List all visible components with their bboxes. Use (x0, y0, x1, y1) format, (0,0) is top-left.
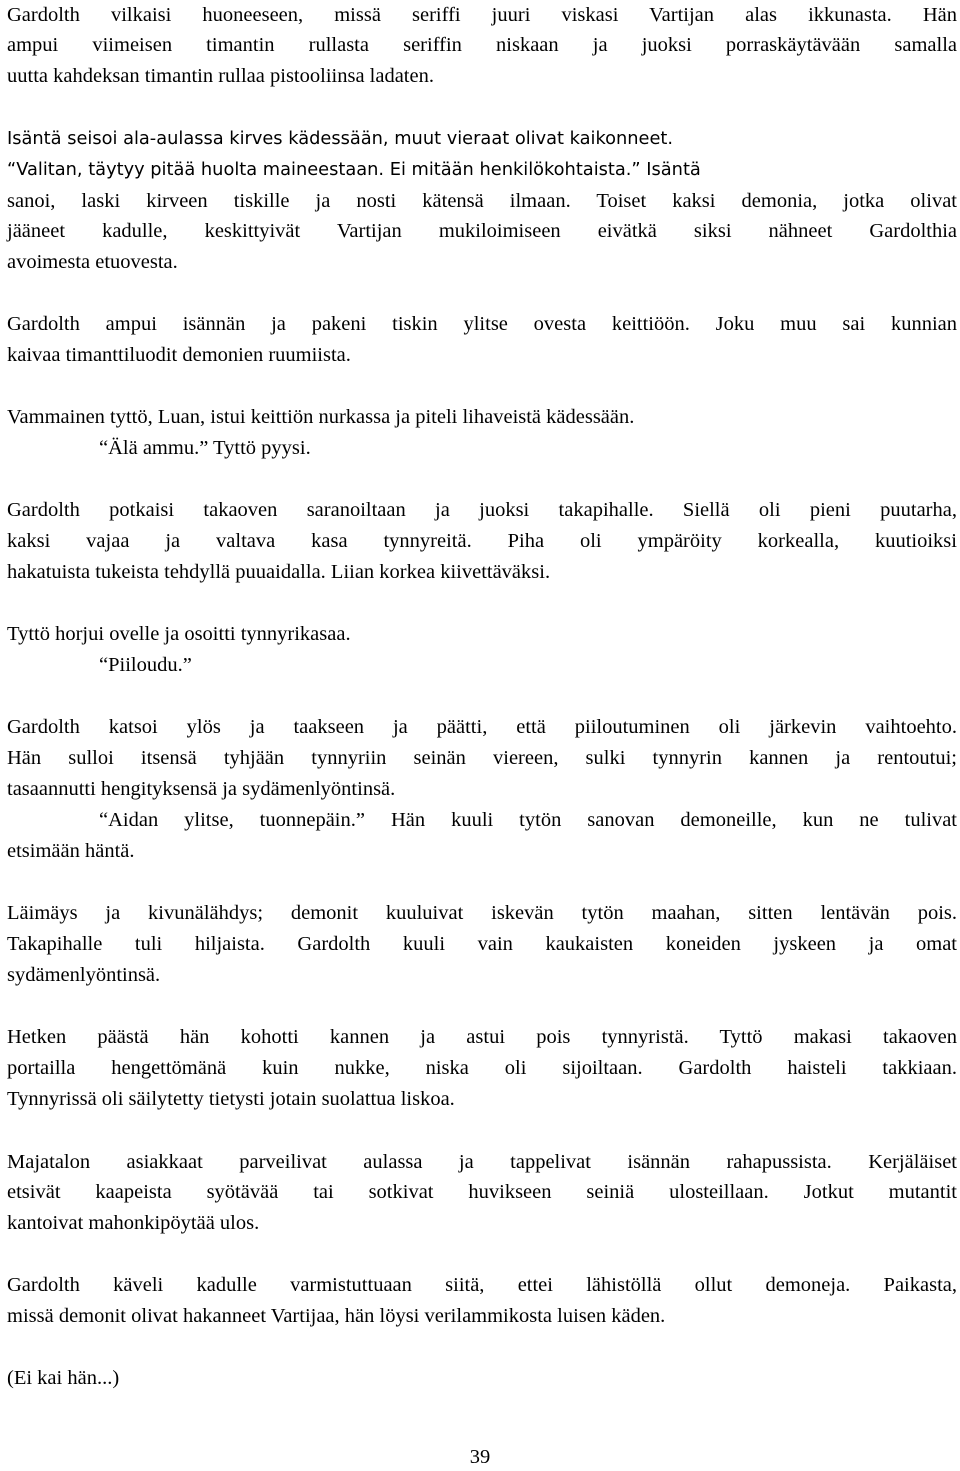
text-line: Hän sulloi itsensä tyhjään tynnyriin seinän viereen, sulki tynnyrin kannen ja rentoutui; (7, 747, 957, 769)
text-line: kaivaa timanttiluodit demonien ruumiista. (7, 344, 351, 366)
page-number: 39 (469, 1446, 491, 1468)
text-line: portailla hengettömänä kuin nukke, niska oli sijoiltaan. Gardolth haisteli takkiaan. (7, 1057, 957, 1079)
text-line: Läimäys ja kivunälähdys; demonit kuuluivat iskevän tytön maahan, sitten lentävän pois. (7, 902, 957, 924)
text-line: Majatalon asiakkaat parveilivat aulassa ja tappelivat isännän rahapussista. Kerjäläiset (7, 1151, 957, 1173)
text-line: Tynnyrissä oli säilytetty tietysti jotain suolattua liskoa. (7, 1088, 455, 1110)
text-line: kantoivat mahonkipöytää ulos. (7, 1212, 260, 1234)
text-line: Vammainen tyttö, Luan, istui keittiön nurkassa ja piteli lihaveistä kädessään. (7, 406, 635, 428)
text-line: Tyttö horjui ovelle ja osoitti tynnyrikasaa. (7, 623, 351, 645)
text-line: uutta kahdeksan timantin rullaa pistooliinsa ladaten. (7, 65, 434, 87)
text-line: hakatuista tukeista tehdyllä puuaidalla. Liian korkea kiivettäväksi. (7, 561, 551, 583)
text-line: sanoi, laski kirveen tiskille ja nosti kätensä ilmaan. Toiset kaksi demonia, jotka olivat (7, 190, 957, 212)
text-line: “Aidan ylitse, tuonnepäin.” Hän kuuli tytön sanovan demoneille, kun ne tulivat (99, 809, 957, 831)
text-line: Takapihalle tuli hiljaista. Gardolth kuuli vain kaukaisten koneiden jyskeen ja omat (7, 933, 957, 955)
text-line: ampui viimeisen timantin rullasta seriffin niskaan ja juoksi porraskäytävään samalla (7, 34, 957, 56)
text-line: kaksi vajaa ja valtava kasa tynnyreitä. Piha oli ympäröity korkealla, kuutioiksi (7, 530, 957, 552)
text-line: sydämenlyöntinsä. (7, 964, 161, 986)
text-line: “Älä ammu.” Tyttö pyysi. (99, 437, 311, 459)
text-line: “Valitan, täytyy pitää huolta maineestaan. Ei mitään henkilökohtaista.” Isäntä (7, 159, 701, 180)
text-line: avoimesta etuovesta. (7, 251, 178, 273)
text-line: (Ei kai hän...) (7, 1367, 120, 1389)
text-line: Gardolth katsoi ylös ja taakseen ja päätti, että piiloutuminen oli järkevin vaihtoehto. (7, 716, 957, 738)
text-line: Isäntä seisoi ala-aulassa kirves kädessään, muut vieraat olivat kaikonneet. (7, 128, 674, 149)
text-line: “Piiloudu.” (99, 654, 192, 676)
text-line: etsivät kaapeista syötävää tai sotkivat huvikseen seiniä ulosteillaan. Jotkut mutantit (7, 1181, 957, 1203)
text-line: missä demonit olivat hakanneet Vartijaa, hän löysi verilammikosta luisen käden. (7, 1305, 666, 1327)
text-line: jääneet kadulle, keskittyivät Vartijan mukiloimiseen eivätkä siksi nähneet Gardolthia (7, 220, 957, 242)
text-line: tasaannutti hengityksensä ja sydämenlyöntinsä. (7, 778, 396, 800)
text-line: etsimään häntä. (7, 840, 135, 862)
text-line: Hetken päästä hän kohotti kannen ja astui pois tynnyristä. Tyttö makasi takaoven (7, 1026, 957, 1048)
text-line: Gardolth potkaisi takaoven saranoiltaan ja juoksi takapihalle. Siellä oli pieni puutarha, (7, 499, 957, 521)
text-line: Gardolth käveli kadulle varmistuttuaan siitä, ettei lähistöllä ollut demoneja. Paikasta, (7, 1274, 957, 1296)
text-line: Gardolth ampui isännän ja pakeni tiskin ylitse ovesta keittiöön. Joku muu sai kunnian (7, 313, 957, 335)
text-line: Gardolth vilkaisi huoneeseen, missä seriffi juuri viskasi Vartijan alas ikkunasta. Hän (7, 4, 957, 26)
